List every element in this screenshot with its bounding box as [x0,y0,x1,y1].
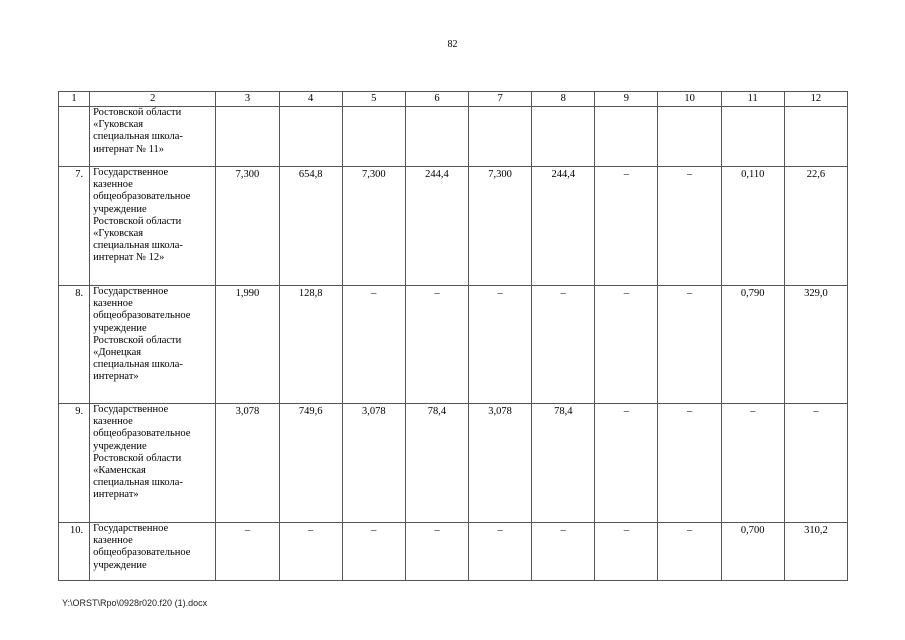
column-header: 10 [658,92,721,107]
table-cell: – [342,523,405,581]
table-cell [658,107,721,167]
table-cell: – [784,404,847,523]
table-row [59,107,848,167]
table-cell [532,107,595,167]
table-cell: – [279,523,342,581]
table-cell: – [532,523,595,581]
row-number: 7. [59,167,90,286]
table-cell: – [658,523,721,581]
table-cell: 310,2 [784,523,847,581]
table-cell [469,107,532,167]
table-cell: 0,790 [721,286,784,404]
row-number [59,107,90,167]
table-cell: – [658,286,721,404]
column-header: 5 [342,92,405,107]
table-cell: 0,700 [721,523,784,581]
table-cell: 7,300 [469,167,532,286]
table-row [59,523,848,581]
institution-name: Ростовской области «Гуковская специальная школа- интернат № 11» [90,107,216,167]
table-cell: – [595,523,658,581]
table-cell [595,107,658,167]
page-number: 82 [447,39,458,50]
table-cell: – [595,286,658,404]
column-header: 4 [279,92,342,107]
column-header: 1 [59,92,90,107]
row-number: 10. [59,523,90,581]
table-cell: 3,078 [342,404,405,523]
table-cell: 329,0 [784,286,847,404]
table-cell [216,107,279,167]
table-cell: – [595,167,658,286]
table-cell: 3,078 [216,404,279,523]
table-cell: 244,4 [532,167,595,286]
table-cell: – [216,523,279,581]
table-cell: – [405,523,468,581]
table-cell [405,107,468,167]
table-cell [342,107,405,167]
column-header: 7 [469,92,532,107]
column-header: 2 [90,92,216,107]
table-row [59,286,848,404]
column-header: 11 [721,92,784,107]
table-cell: 78,4 [405,404,468,523]
table-row [59,404,848,523]
institution-name: Государственное казенное общеобразовательное учреждение Ростовской области «Гуковская специальная школа- интернат № 12» [90,167,216,286]
institution-name: Государственное казенное общеобразовательное учреждение Ростовской области «Каменская специальная школа- интернат» [90,404,216,523]
column-header: 6 [405,92,468,107]
table-cell: – [721,404,784,523]
table-cell: 244,4 [405,167,468,286]
table-cell: – [469,523,532,581]
table-cell: – [342,286,405,404]
table-cell: 1,990 [216,286,279,404]
institution-name: Государственное казенное общеобразовательное учреждение Ростовской области «Донецкая специальная школа- интернат» [90,286,216,404]
table-cell: 7,300 [216,167,279,286]
table-cell: 128,8 [279,286,342,404]
table-cell: – [595,404,658,523]
table-cell [784,107,847,167]
table-cell: – [469,286,532,404]
table-cell: 749,6 [279,404,342,523]
row-number: 8. [59,286,90,404]
data-table [58,91,848,581]
institution-name: Государственное казенное общеобразовательное учреждение [90,523,216,581]
table-cell [721,107,784,167]
column-header: 9 [595,92,658,107]
table-cell: – [658,167,721,286]
table-cell: 78,4 [532,404,595,523]
table-row [59,167,848,286]
document-file-path: Y:\ORST\Rpo\0928r020.f20 (1).docx [62,598,208,608]
table-cell: 22,6 [784,167,847,286]
table-cell: – [405,286,468,404]
column-header: 12 [784,92,847,107]
column-header: 3 [216,92,279,107]
table-cell: 7,300 [342,167,405,286]
table-cell [279,107,342,167]
table-header-row [59,92,848,107]
column-header: 8 [532,92,595,107]
table-cell: – [658,404,721,523]
row-number: 9. [59,404,90,523]
table-cell: – [532,286,595,404]
table-cell: 3,078 [469,404,532,523]
table-cell: 0,110 [721,167,784,286]
table-cell: 654,8 [279,167,342,286]
